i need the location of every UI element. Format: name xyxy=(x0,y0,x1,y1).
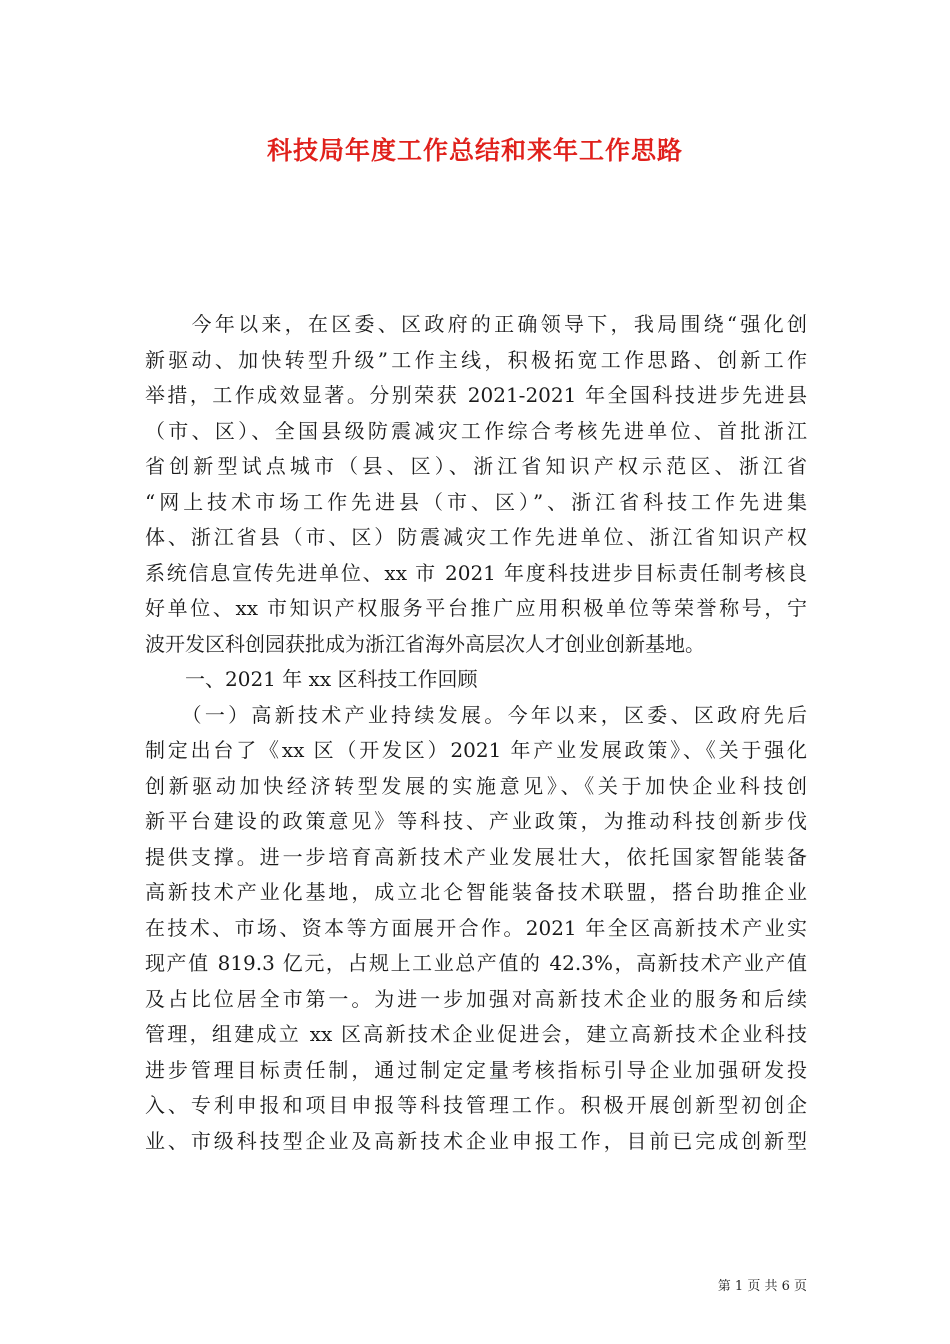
body-line: （一）高新技术产业持续发展。今年以来，区委、区政府先后 xyxy=(145,702,807,727)
body-line: 及占比位居全市第一。为进一步加强对高新技术企业的服务和后续 xyxy=(145,986,807,1011)
body-line: 管理，组建成立 xx 区高新技术企业促进会，建立高新技术企业科技 xyxy=(145,1022,807,1046)
page-number: 第 1 页 共 6 页 xyxy=(717,1279,807,1294)
body-line: 今年以来，在区委、区政府的正确领导下，我局围绕“强化创 xyxy=(145,312,807,336)
body-line: 进步管理目标责任制，通过制定定量考核指标引导企业加强研发投 xyxy=(145,1057,807,1082)
body-line: 现产值 819.3 亿元，占规上工业总产值的 42.3%，高新技术产业产值 xyxy=(145,951,807,975)
body-line: “网上技术市场工作先进县（市、区）”、浙江省科技工作先进集 xyxy=(145,489,807,514)
body-line: 举措，工作成效显著。分别荣获 2021-2021 年全国科技进步先进县 xyxy=(145,383,807,407)
body-line: 省创新型试点城市（县、区）、浙江省知识产权示范区、浙江省 xyxy=(145,454,807,478)
section-heading: 一、2021 年 xx 区科技工作回顾 xyxy=(145,667,478,691)
body-line: 好单位、xx 市知识产权服务平台推广应用积极单位等荣誉称号，宁 xyxy=(145,596,807,620)
body-line: （市、区）、全国县级防震减灾工作综合考核先进单位、首批浙江 xyxy=(145,418,807,443)
body-line: 波开发区科创园获批成为浙江省海外高层次人才创业创新基地。 xyxy=(145,631,705,656)
document-body xyxy=(145,307,807,1159)
body-line: 体、浙江省县（市、区）防震减灾工作先进单位、浙江省知识产权 xyxy=(145,525,807,549)
body-line: 入、专利申报和项目申报等科技管理工作。积极开展创新型初创企 xyxy=(145,1093,807,1117)
body-line: 提供支撑。进一步培育高新技术产业发展壮大，依托国家智能装备 xyxy=(145,844,807,869)
document-title: 科技局年度工作总结和来年工作思路 xyxy=(266,136,683,165)
body-line: 在技术、市场、资本等方面展开合作。2021 年全区高新技术产业实 xyxy=(145,915,807,940)
body-line: 业、市级科技型企业及高新技术企业申报工作，目前已完成创新型 xyxy=(145,1128,807,1153)
body-line: 系统信息宣传先进单位、xx 市 2021 年度科技进步目标责任制考核良 xyxy=(145,560,807,585)
body-line: 制定出台了《xx 区（开发区）2021 年产业发展政策》、《关于强化 xyxy=(145,738,807,762)
body-line: 创新驱动加快经济转型发展的实施意见》、《关于加快企业科技创 xyxy=(145,773,807,798)
body-line: 高新技术产业化基地，成立北仑智能装备技术联盟，搭台助推企业 xyxy=(145,880,807,904)
body-line: 新驱动、加快转型升级”工作主线，积极拓宽工作思路、创新工作 xyxy=(145,347,807,372)
body-line: 新平台建设的政策意见》等科技、产业政策，为推动科技创新步伐 xyxy=(145,809,807,833)
